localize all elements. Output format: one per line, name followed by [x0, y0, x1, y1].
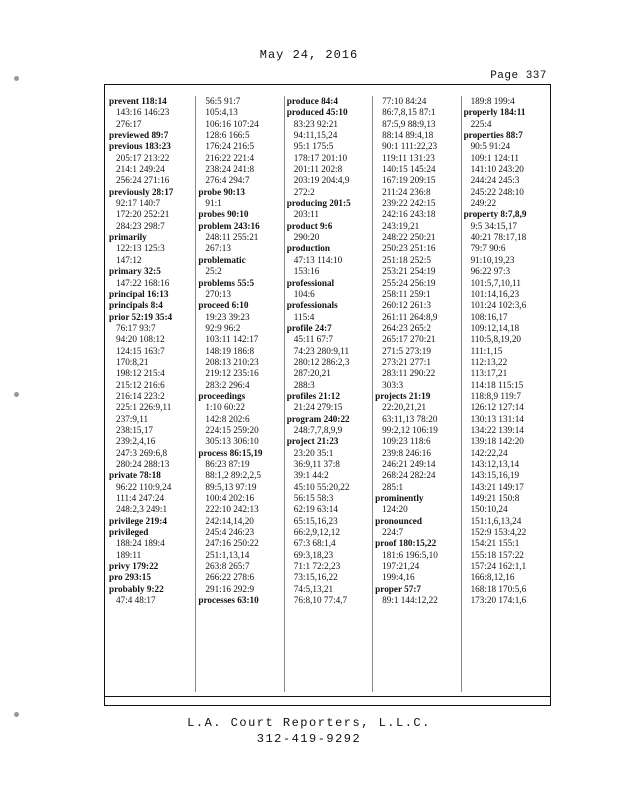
- index-entry-pages: 36:9,11 37:8: [293, 459, 340, 469]
- index-entry-pages: 263:8 265:7: [205, 561, 250, 572]
- index-entry-pages: 91:10,19,23: [470, 254, 515, 265]
- index-entry-pages: 86:23 87:19: [205, 459, 250, 469]
- index-entry-pages: 153:16: [293, 266, 320, 277]
- index-entry-pages: 248:2,3 249:1: [116, 504, 168, 515]
- index-entry-heading: properly 184:11: [463, 107, 526, 118]
- index-entry-pages: 260:12 261:3: [382, 300, 431, 311]
- index-entry-pages: 92:17 140:7: [116, 198, 161, 209]
- index-entry-pages: 76:8,10 77:4,7: [293, 595, 348, 606]
- index-entry-pages: 109:23 118:6: [382, 436, 431, 447]
- index-entry-pages: 219:12 235:16: [205, 368, 259, 379]
- index-entry-pages: 134:22 139:14: [470, 424, 524, 435]
- index-entry-pages: 280:24 288:13: [116, 459, 170, 469]
- index-entry-pages: 147:12: [116, 254, 142, 265]
- index-entry-pages: 74:5,13,21: [293, 583, 334, 594]
- index-entry-pages: 23:20 35:1: [293, 447, 334, 458]
- index-entry-heading: produce 84:4: [286, 96, 338, 106]
- index-column-3: [284, 96, 372, 692]
- index-entry-pages: 143:15,16,19: [470, 470, 520, 481]
- index-entry-heading: product 9:6: [286, 220, 333, 231]
- index-entry-pages: 276:4 294:7: [205, 175, 250, 186]
- index-entry-heading: produced 45:10: [286, 107, 348, 118]
- index-entry-pages: 90:1 111:22,23: [382, 141, 438, 152]
- index-entry-pages: 247:16 250:22: [205, 538, 259, 549]
- index-entry-pages: 83:23 92:21: [293, 118, 338, 129]
- index-entry-pages: 114:18 115:15: [470, 379, 524, 390]
- index-entry-pages: 100:4 202:16: [205, 493, 255, 504]
- index-entry-pages: 224:7: [382, 527, 404, 538]
- index-entry-pages: 95:1 175:5: [293, 141, 334, 152]
- index-entry-pages: 69:3,18,23: [293, 549, 334, 560]
- index-entry-pages: 270:13: [205, 288, 231, 299]
- index-entry-pages: 40:21 78:17,18: [470, 232, 527, 243]
- index-entry-pages: 267:13: [205, 243, 231, 254]
- index-entry-pages: 211:24 236:8: [382, 186, 431, 197]
- index-entry-pages: 248:7,7,8,9,9: [293, 424, 343, 435]
- index-entry-heading: projects 21:19: [375, 390, 431, 401]
- index-entry-pages: 79:7 90:6: [470, 243, 506, 254]
- index-entry-pages: 157:24 162:1,1: [470, 561, 527, 572]
- index-entry-pages: 167:19 209:15: [382, 175, 436, 186]
- index-entry-pages: 243:19,21: [382, 220, 420, 231]
- index-entry-pages: 106:16 107:24: [205, 118, 259, 129]
- index-entry-pages: 266:22 278:6: [205, 572, 255, 583]
- index-entry-pages: 88:14 89:4,18: [382, 130, 434, 141]
- index-entry-pages: 47:13 114:10: [293, 254, 343, 265]
- index-entry-pages: 19:23 39:23: [205, 311, 250, 322]
- index-entry-heading: principal 16:13: [109, 288, 169, 299]
- index-entry-pages: 271:5 273:19: [382, 345, 431, 356]
- index-entry-pages: 247:3 269:6,8: [116, 447, 168, 458]
- index-entry-pages: 216:22 221:4: [205, 152, 255, 163]
- index-entry-pages: 21:24 279:15: [293, 402, 343, 413]
- index-entry-pages: 128:6 166:5: [205, 130, 250, 141]
- index-entry-pages: 181:6 196:5,10: [382, 549, 438, 560]
- index-entry-heading: problems 55:5: [198, 277, 255, 288]
- index-entry-pages: 249:22: [470, 198, 497, 209]
- index-entry-pages: 173:20 174:1,6: [470, 595, 527, 606]
- index-entry-pages: 65:15,16,23: [293, 515, 338, 526]
- index-entry-pages: 208:13 210:23: [205, 356, 259, 367]
- index-entry-pages: 101:24 102:3,6: [470, 300, 527, 311]
- index-entry-pages: 143:12,13,14: [470, 459, 520, 469]
- index-entry-pages: 264:23 265:2: [382, 322, 431, 333]
- index-entry-pages: 22:20,21,21: [382, 402, 427, 413]
- index-entry-pages: 94:20 108:12: [116, 334, 165, 345]
- index-entry-pages: 216:14 223:2: [116, 390, 165, 401]
- index-entry-pages: 176:24 216:5: [205, 141, 255, 152]
- index-entry-heading: privy 179:22: [109, 561, 159, 572]
- index-entry-pages: 86:7,8,15 87:1: [382, 107, 436, 118]
- index-entry-pages: 303:3: [382, 379, 404, 390]
- index-entry-pages: 205:17 213:22: [116, 152, 170, 163]
- index-entry-pages: 305:13 306:10: [205, 436, 259, 447]
- index-entry-pages: 154:21 155:1: [470, 538, 520, 549]
- index-entry-pages: 172:20 252:21: [116, 209, 170, 220]
- index-entry-pages: 74:23 280:9,11: [293, 345, 350, 356]
- index-entry-pages: 248:22 250:21: [382, 232, 436, 243]
- index-entry-pages: 92:9 96:2: [205, 322, 241, 333]
- index-entry-heading: privileged: [109, 527, 149, 538]
- index-entry-pages: 272:2: [293, 186, 315, 197]
- index-entry-heading: proof 180:15,22: [375, 538, 437, 549]
- index-entry-pages: 109:12,14,18: [470, 322, 520, 333]
- index-entry-pages: 168:18 170:5,6: [470, 583, 527, 594]
- index-entry-pages: 237:9,11: [116, 413, 149, 424]
- index-entry-pages: 47:4 48:17: [116, 595, 156, 606]
- index-entry-pages: 197:21,24: [382, 561, 420, 572]
- index-entry-pages: 39:1 44:2: [293, 470, 329, 481]
- index-entry-pages: 166:8,12,16: [470, 572, 515, 583]
- index-entry-pages: 189:8 199:4: [470, 96, 515, 106]
- index-entry-pages: 115:4: [293, 311, 315, 322]
- index-entry-pages: 242:14,14,20: [205, 515, 254, 526]
- index-entry-heading: proceedings: [198, 390, 246, 401]
- index-entry-heading: prominently: [375, 493, 424, 504]
- index-entry-pages: 248:11 255:21: [205, 232, 259, 243]
- index-entry-heading: pronounced: [375, 515, 422, 526]
- index-column-2: [195, 96, 283, 692]
- index-entry-pages: 130:13 131:14: [470, 413, 524, 424]
- frame-bottom-rule: [104, 696, 551, 697]
- index-entry-pages: 142:22,24: [470, 447, 508, 458]
- index-entry-pages: 239:2,4,16: [116, 436, 156, 447]
- index-entry-heading: process 86:15,19: [198, 447, 263, 458]
- index-entry-pages: 250:23 251:16: [382, 243, 436, 254]
- index-entry-heading: proper 57:7: [375, 583, 422, 594]
- index-entry-heading: professionals: [286, 300, 338, 311]
- index-entry-pages: 96:22 110:9,24: [116, 481, 172, 492]
- index-entry-pages: 45:11 67:7: [293, 334, 333, 345]
- index-entry-heading: private 78:18: [109, 470, 161, 481]
- index-entry-pages: 124:20: [382, 504, 408, 515]
- index-entry-pages: 170:8,21: [116, 356, 149, 367]
- index-entry-pages: 147:22 168:16: [116, 277, 170, 288]
- index-entry-pages: 25:2: [205, 266, 222, 277]
- index-entry-pages: 111:1,15: [470, 345, 503, 356]
- index-entry-pages: 119:11 131:23: [382, 152, 435, 163]
- index-entry-pages: 273:21 277:1: [382, 356, 431, 367]
- index-entry-pages: 222:10 242:13: [205, 504, 259, 515]
- index-entry-heading: privilege 219:4: [109, 515, 167, 526]
- index-entry-pages: 124:15 163:7: [116, 345, 165, 356]
- index-entry-heading: problematic: [198, 254, 246, 265]
- reporter-company: L.A. Court Reporters, L.L.C.: [187, 716, 431, 730]
- word-index: [107, 96, 549, 692]
- index-column-1: [107, 96, 195, 692]
- index-entry-pages: 87:5,9 88:9,13: [382, 118, 436, 129]
- index-entry-pages: 151:1,6,13,24: [470, 515, 522, 526]
- index-entry-pages: 284:23 298:7: [116, 220, 165, 231]
- index-entry-pages: 265:17 270:21: [382, 334, 436, 345]
- reporter-phone: 312-419-9292: [256, 732, 362, 746]
- index-entry-pages: 203:11: [293, 209, 319, 220]
- index-entry-pages: 99:2,12 106:19: [382, 424, 438, 435]
- index-entry-pages: 188:24 189:4: [116, 538, 165, 549]
- index-entry-pages: 71:1 72:2,23: [293, 561, 341, 572]
- punch-hole-top: [14, 76, 19, 81]
- index-entry-pages: 89:1 144:12,22: [382, 595, 438, 606]
- index-entry-pages: 201:11 202:8: [293, 164, 343, 175]
- index-entry-pages: 108:16,17: [470, 311, 508, 322]
- index-entry-pages: 105:4,13: [205, 107, 238, 118]
- index-entry-pages: 77:10 84:24: [382, 96, 427, 106]
- index-entry-pages: 152:9 153:4,22: [470, 527, 527, 538]
- index-entry-pages: 142:8 202:6: [205, 413, 250, 424]
- page-number: Page 337: [490, 70, 547, 82]
- index-entry-pages: 88:1,2 89:2,2,5: [205, 470, 262, 481]
- index-entry-pages: 251:18 252:5: [382, 254, 431, 265]
- index-entry-pages: 258:11 259:1: [382, 288, 431, 299]
- index-entry-heading: profile 24:7: [286, 322, 332, 333]
- index-entry-heading: proceed 6:10: [198, 300, 249, 311]
- index-entry-pages: 215:12 216:6: [116, 379, 165, 390]
- index-entry-heading: professional: [286, 277, 335, 288]
- index-entry-pages: 261:11 264:8,9: [382, 311, 438, 322]
- index-entry-pages: 238:24 241:8: [205, 164, 255, 175]
- index-entry-pages: 45:10 55:20,22: [293, 481, 350, 492]
- index-entry-pages: 283:11 290:22: [382, 368, 436, 379]
- index-entry-pages: 203:19 204:4,9: [293, 175, 350, 186]
- index-entry-heading: pro 293:15: [109, 572, 151, 583]
- punch-hole-middle: [14, 392, 19, 397]
- index-entry-pages: 139:18 142:20: [470, 436, 524, 447]
- index-entry-pages: 251:1,13,14: [205, 549, 250, 560]
- index-entry-pages: 280:12 286:2,3: [293, 356, 350, 367]
- index-entry-pages: 122:13 125:3: [116, 243, 165, 254]
- index-entry-pages: 113:17,21: [470, 368, 508, 379]
- index-entry-pages: 143:16 146:23: [116, 107, 170, 118]
- index-entry-pages: 66:2,9,12,12: [293, 527, 340, 538]
- index-entry-pages: 198:12 215:4: [116, 368, 165, 379]
- index-entry-pages: 225:4: [470, 118, 492, 129]
- index-entry-heading: production: [286, 243, 331, 254]
- index-entry-pages: 214:1 249:24: [116, 164, 165, 175]
- index-entry-heading: problem 243:16: [198, 220, 260, 231]
- index-entry-pages: 62:19 63:14: [293, 504, 338, 515]
- index-entry-heading: program 240:22: [286, 413, 350, 424]
- index-entry-pages: 224:15 259:20: [205, 424, 259, 435]
- index-entry-pages: 1:10 60:22: [205, 402, 245, 413]
- index-entry-pages: 245:22 248:10: [470, 186, 524, 197]
- index-entry-pages: 285:1: [382, 481, 404, 492]
- index-entry-pages: 148:19 186:8: [205, 345, 255, 356]
- index-entry-pages: 91:1: [205, 198, 222, 209]
- index-entry-pages: 155:18 157:22: [470, 549, 524, 560]
- index-entry-pages: 149:21 150:8: [470, 493, 520, 504]
- index-entry-heading: probe 90:13: [198, 186, 245, 197]
- index-entry-heading: primary 32:5: [109, 266, 161, 277]
- index-entry-pages: 94:11,15,24: [293, 130, 338, 141]
- index-entry-heading: prior 52:19 35:4: [109, 311, 173, 322]
- index-entry-pages: 112:13,22: [470, 356, 508, 367]
- index-entry-pages: 143:21 149:17: [470, 481, 524, 492]
- index-column-4: [372, 96, 460, 692]
- index-entry-pages: 239:8 246:16: [382, 447, 431, 458]
- index-entry-pages: 90:5 91:24: [470, 141, 511, 152]
- index-entry-heading: properties 88:7: [463, 130, 523, 141]
- index-entry-pages: 140:15 145:24: [382, 164, 436, 175]
- index-entry-pages: 255:24 256:19: [382, 277, 436, 288]
- index-entry-pages: 291:16 292:9: [205, 583, 255, 594]
- index-entry-pages: 283:2 296:4: [205, 379, 250, 390]
- index-entry-heading: profiles 21:12: [286, 390, 340, 401]
- index-entry-heading: producing 201:5: [286, 198, 351, 209]
- index-entry-pages: 256:24 271:16: [116, 175, 170, 186]
- index-entry-heading: processes 63:10: [198, 595, 259, 606]
- index-entry-pages: 199:4,16: [382, 572, 415, 583]
- index-entry-heading: project 21:23: [286, 436, 339, 447]
- index-entry-pages: 67:3 68:1,4: [293, 538, 336, 549]
- index-entry-pages: 268:24 282:24: [382, 470, 436, 481]
- index-entry-heading: primarily: [109, 232, 147, 243]
- index-entry-pages: 73:15,16,22: [293, 572, 338, 583]
- index-entry-pages: 101:5,7,10,11: [470, 277, 522, 288]
- index-entry-pages: 76:17 93:7: [116, 322, 156, 333]
- transcript-date: May 24, 2016: [259, 48, 359, 62]
- index-entry-pages: 109:1 124:11: [470, 152, 519, 163]
- index-entry-pages: 111:4 247:24: [116, 493, 165, 504]
- index-column-5: [461, 96, 549, 692]
- index-entry-pages: 290:20: [293, 232, 320, 243]
- index-entry-pages: 56:15 58:3: [293, 493, 334, 504]
- index-entry-pages: 126:12 127:14: [470, 402, 524, 413]
- index-entry-pages: 96:22 97:3: [470, 266, 511, 277]
- index-entry-pages: 239:22 242:15: [382, 198, 436, 209]
- index-entry-pages: 150:10,24: [470, 504, 508, 515]
- index-entry-pages: 103:11 142:17: [205, 334, 259, 345]
- index-entry-pages: 89:5,13 97:19: [205, 481, 257, 492]
- index-entry-pages: 101:14,16,23: [470, 288, 520, 299]
- index-entry-pages: 245:4 246:23: [205, 527, 255, 538]
- index-entry-heading: probes 90:10: [198, 209, 249, 220]
- index-entry-pages: 246:21 249:14: [382, 459, 436, 469]
- index-entry-heading: probably 9:22: [109, 583, 164, 594]
- index-entry-pages: 244:24 245:3: [470, 175, 520, 186]
- index-entry-heading: previewed 89:7: [109, 130, 169, 141]
- index-entry-heading: previously 28:17: [109, 186, 174, 197]
- index-entry-pages: 110:5,8,19,20: [470, 334, 522, 345]
- index-entry-heading: property 8:7,8,9: [463, 209, 527, 220]
- index-entry-heading: previous 183:23: [109, 141, 171, 152]
- index-entry-heading: principals 8:4: [109, 300, 163, 311]
- index-entry-pages: 238:15,17: [116, 424, 154, 435]
- index-entry-pages: 56:5 91:7: [205, 96, 241, 106]
- index-entry-pages: 63:11,13 78:20: [382, 413, 438, 424]
- index-entry-pages: 287:20,21: [293, 368, 331, 379]
- index-entry-pages: 178:17 201:10: [293, 152, 348, 163]
- index-entry-pages: 242:16 243:18: [382, 209, 436, 220]
- index-entry-pages: 141:10 243:20: [470, 164, 524, 175]
- index-entry-heading: prevent 118:14: [109, 96, 167, 106]
- index-entry-pages: 118:8,9 119:7: [470, 390, 521, 401]
- index-entry-pages: 104:6: [293, 288, 315, 299]
- index-entry-pages: 253:21 254:19: [382, 266, 436, 277]
- index-entry-pages: 225:1 226:9,11: [116, 402, 172, 413]
- index-entry-pages: 288:3: [293, 379, 315, 390]
- index-entry-pages: 276:17: [116, 118, 142, 129]
- index-entry-pages: 189:11: [116, 549, 142, 560]
- index-entry-pages: 9:5 34:15,17: [470, 220, 518, 231]
